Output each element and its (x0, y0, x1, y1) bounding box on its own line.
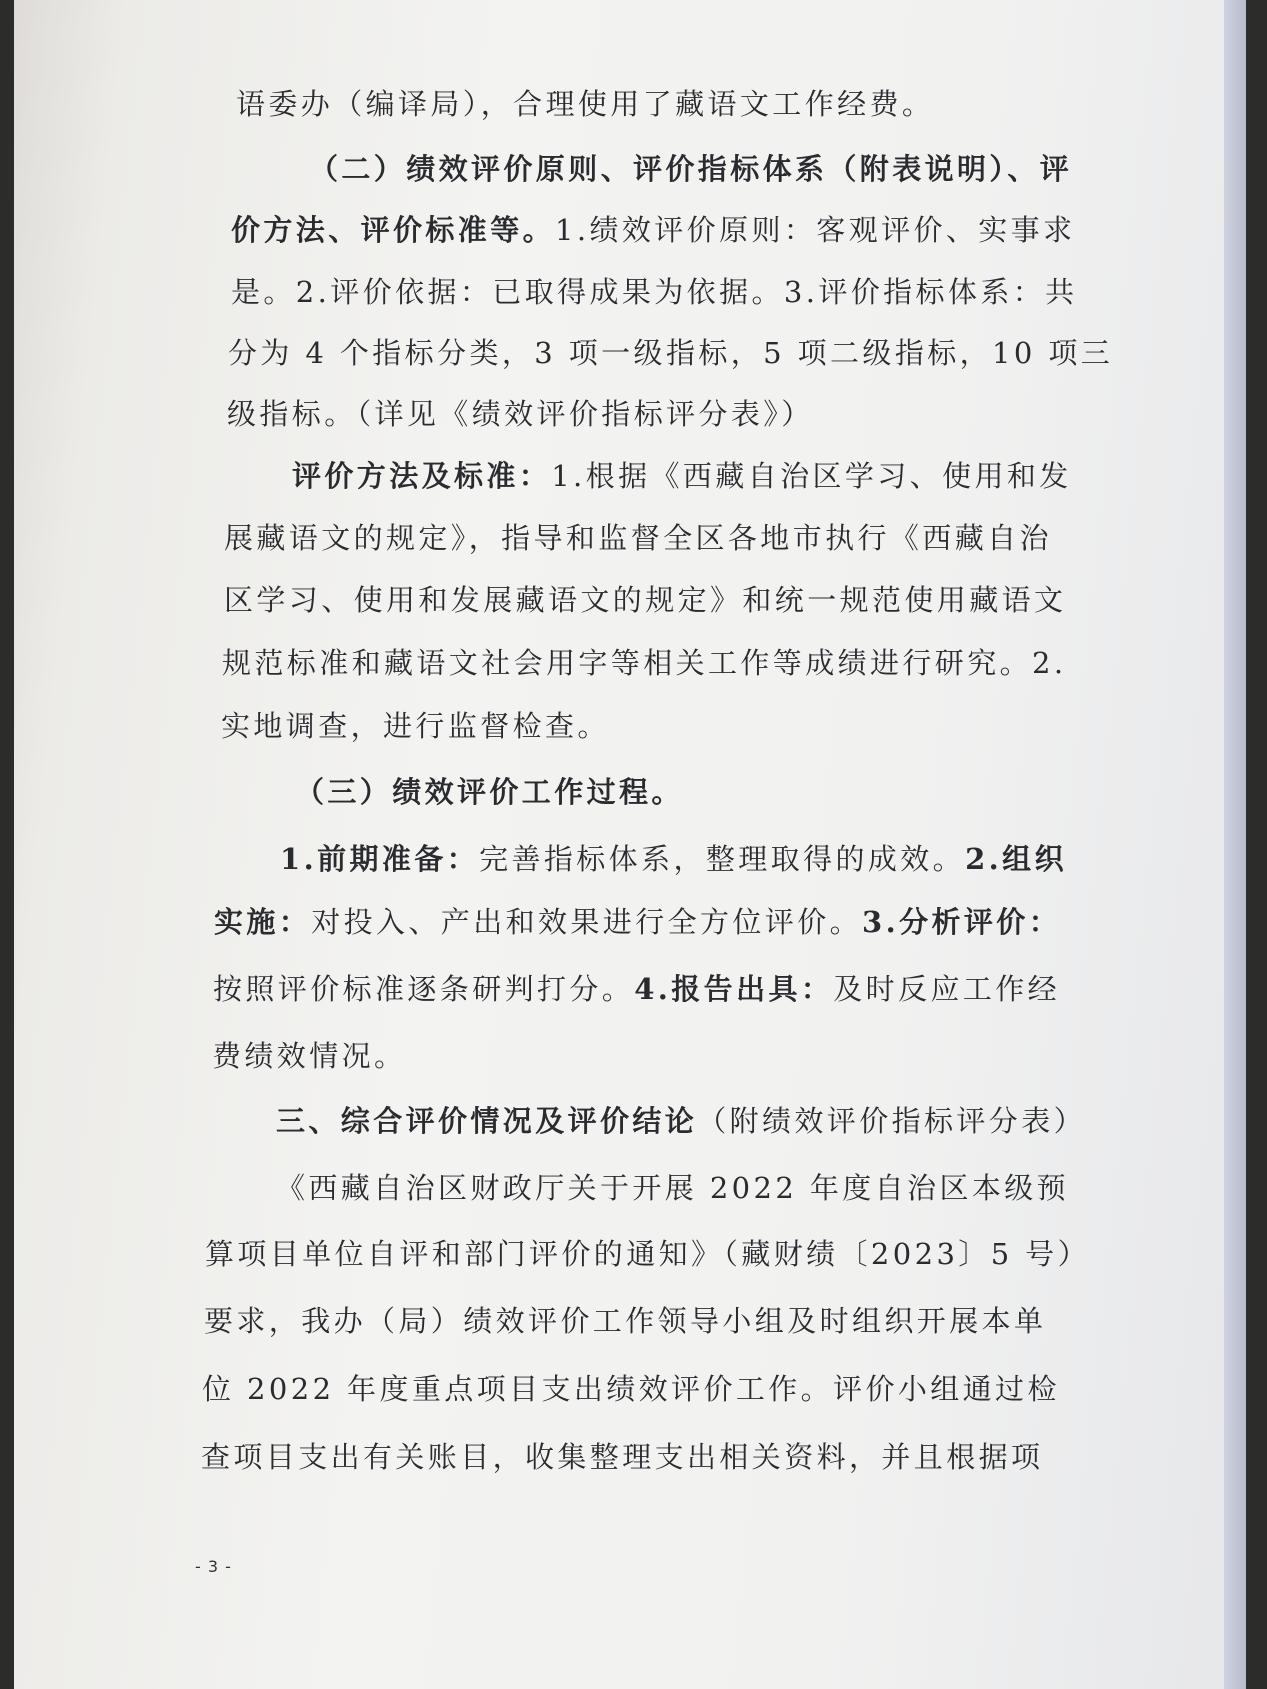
text-segment: 区学习、使用和发展藏语文的规定》和统一规范使用藏语文 (224, 583, 1067, 617)
text-line (204, 1304, 1047, 1338)
text-segment: 分为 4 个指标分类，3 项一级指标，5 项二级指标，10 项三 (228, 336, 1114, 370)
bold-text-segment: 3.分析评价： (862, 905, 1062, 939)
bold-text-segment: 1.前期准备： (280, 842, 480, 876)
text-line (231, 213, 1076, 247)
text-segment: （附绩效评价指标评分表） (697, 1104, 1087, 1138)
text-segment: 是。2.评价依据：已取得成果为依据。3.评价指标体系：共 (231, 275, 1078, 309)
text-segment: 按照评价标准逐条研判打分。 (213, 972, 635, 1006)
text-segment: 规范标准和藏语文社会用字等相关工作等成绩进行研究。2. (222, 646, 1067, 680)
text-line (309, 152, 1073, 186)
text-line (212, 1039, 407, 1073)
bold-text-segment: 三、综合评价情况及评价结论 (276, 1104, 698, 1138)
text-line (276, 1171, 1070, 1205)
text-line (222, 646, 1067, 680)
text-segment: 查项目支出有关账目，收集整理支出相关资料，并且根据项 (201, 1440, 1044, 1474)
text-segment: 展藏语文的规定》，指导和监督全区各地市执行《西藏自治 (224, 521, 1052, 555)
text-segment: 《西藏自治区财政厅关于开展 2022 年度自治区本级预 (276, 1171, 1070, 1205)
text-segment: 级指标。（详见《绩效评价指标评分表》） (227, 397, 814, 431)
text-segment: 完善指标体系，整理取得的成效。 (479, 842, 966, 876)
bold-text-segment: 价方法、评价标准等。 (231, 213, 556, 247)
text-line (202, 1372, 1060, 1406)
text-segment: 费绩效情况。 (212, 1039, 407, 1073)
bold-text-segment: （三）绩效评价工作过程。 (295, 775, 684, 809)
text-line (236, 87, 935, 121)
text-segment: 对投入、产出和效果进行全方位评价。 (311, 905, 863, 939)
bold-text-segment: 评价方法及标准： (292, 459, 552, 493)
bold-text-segment: 4.报告出具： (634, 972, 834, 1006)
bold-text-segment: 2.组织 (965, 842, 1067, 876)
text-segment: 实地调查，进行监督检查。 (221, 709, 610, 743)
text-segment: 1.根据《西藏自治区学习、使用和发 (551, 459, 1072, 493)
text-line (213, 972, 1061, 1006)
text-segment: 位 2022 年度重点项目支出绩效评价工作。评价小组通过检 (202, 1372, 1060, 1406)
document-page (14, 0, 1246, 1689)
text-line (201, 1440, 1044, 1474)
text-line (214, 905, 1062, 939)
text-line (292, 459, 1072, 493)
text-line (295, 775, 684, 809)
text-line (276, 1104, 1087, 1138)
text-segment: 要求，我办（局）绩效评价工作领导小组及时组织开展本单 (204, 1304, 1047, 1338)
text-line (224, 583, 1067, 617)
text-line (280, 842, 1067, 876)
bold-text-segment: 实施： (214, 905, 312, 939)
text-segment: 1.绩效评价原则：客观评价、实事求 (555, 213, 1076, 247)
text-line (228, 336, 1114, 370)
text-line (205, 1237, 1090, 1271)
page-edge-shadow (1224, 0, 1246, 1689)
text-line (227, 397, 814, 431)
text-line (221, 709, 610, 743)
text-line (231, 275, 1078, 309)
page-number: - 3 - (195, 1557, 232, 1576)
text-segment: 语委办（编译局），合理使用了藏语文工作经费。 (236, 87, 935, 121)
text-line (224, 521, 1052, 555)
text-segment: 及时反应工作经 (833, 972, 1061, 1006)
bold-text-segment: （二）绩效评价原则、评价指标体系（附表说明）、评 (309, 152, 1073, 186)
text-segment: 算项目单位自评和部门评价的通知》（藏财绩〔2023〕5 号） (205, 1237, 1090, 1271)
